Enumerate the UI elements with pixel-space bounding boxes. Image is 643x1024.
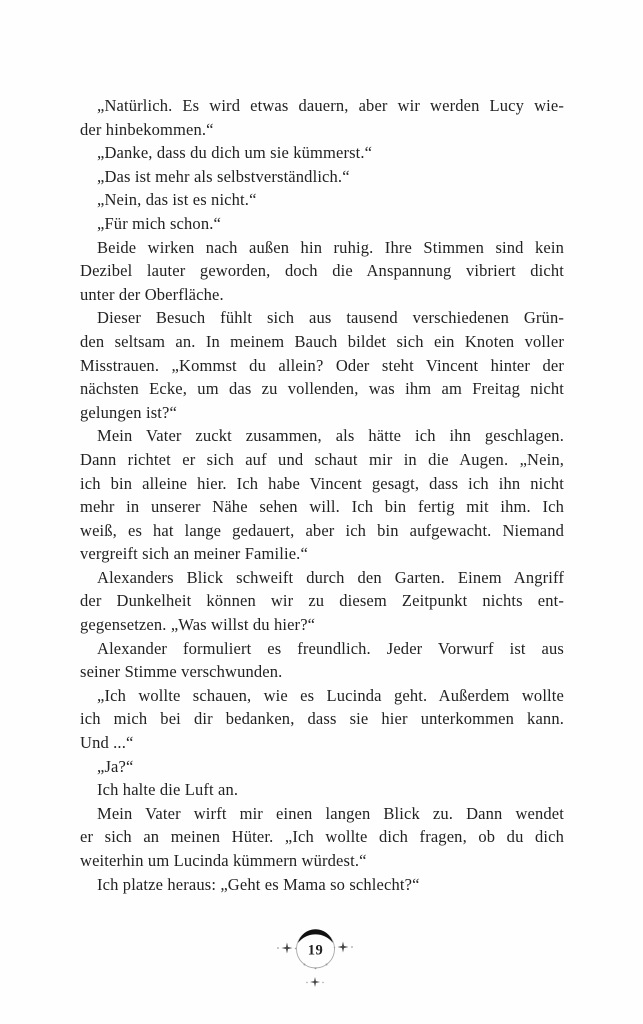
text-line: weiß, es hat lange gedauert, aber ich bin aufgewacht. Niemand [80, 520, 564, 540]
text-block [80, 94, 564, 896]
text-line: nächsten Ecke, um das zu vollenden, was ihm am Freitag nicht [80, 379, 564, 399]
text-line: Und ...“ [80, 733, 134, 753]
text-line: Dieser Besuch fühlt sich aus tausend verschiedenen Grün- [97, 308, 564, 328]
text-line: ich mich bei dir bedanken, dass sie hier unterkommen kann. [80, 709, 564, 729]
text-line: „Natürlich. Es wird etwas dauern, aber wir werden Lucy wie- [97, 96, 564, 115]
text-line: Mein Vater wirft mir einen langen Blick zu. Dann wendet [97, 803, 564, 823]
text-line: vergreift sich an meiner Familie.“ [80, 544, 308, 564]
text-line: der hinbekommen.“ [80, 119, 214, 139]
page-number: 19 [307, 942, 324, 959]
text-line: gegensetzen. „Was willst du hier?“ [80, 615, 316, 635]
text-line: Alexander formuliert es freundlich. Jeder Vorwurf ist aus [97, 638, 564, 658]
sparkle-icon [306, 977, 323, 987]
text-line: Misstrauen. „Kommst du allein? Oder steht Vincent hinter der [80, 355, 564, 375]
text-line: Dann richtet er sich auf und schaut mir in die Augen. „Nein, [80, 449, 564, 469]
text-line: Alexanders Blick schweift durch den Garten. Einem Angriff [97, 567, 564, 587]
text-line: den seltsam an. In meinem Bauch bildet sich ein Knoten voller [80, 331, 564, 351]
text-line: Beide wirken nach außen hin ruhig. Ihre Stimmen sind kein [97, 237, 564, 257]
text-line: weiterhin um Lucinda kümmern würdest.“ [80, 851, 367, 870]
page-footer-ornament [255, 915, 377, 1007]
text-line: „Ich wollte schauen, wie es Lucinda geht. Außerdem wollte [97, 685, 564, 705]
crescent-moon-icon [298, 929, 333, 943]
text-line: „Für mich schon.“ [97, 213, 221, 233]
text-line: Dezibel lauter geworden, doch die Anspannung vibriert dicht [80, 261, 564, 281]
text-line: ich bin alleine hier. Ich habe Vincent gesagt, dass ich ihn nicht [80, 473, 564, 493]
text-line: „Ja?“ [97, 756, 134, 776]
text-line: „Nein, das ist es nicht.“ [97, 190, 257, 210]
text-line: unter der Oberfläche. [80, 284, 224, 304]
sparkle-icon [334, 942, 353, 953]
text-line: „Danke, dass du dich um sie kümmerst.“ [97, 143, 373, 163]
text-line: seiner Stimme verschwunden. [80, 662, 283, 682]
text-line: „Das ist mehr als selbstverständlich.“ [97, 166, 350, 186]
text-line: mehr in unserer Nähe sehen will. Ich bin fertig mit ihm. Ich [80, 497, 564, 517]
text-line: er sich an meinen Hüter. „Ich wollte dich fragen, ob du dich [80, 827, 564, 847]
text-line: der Dunkelheit können wir zu diesem Zeitpunkt nichts ent- [80, 591, 564, 611]
sparkle-icon [277, 943, 296, 954]
text-line: Mein Vater zuckt zusammen, als hätte ich ihn geschlagen. [97, 426, 564, 446]
text-line: Ich platze heraus: „Geht es Mama so schlecht?“ [97, 874, 420, 894]
text-line: gelungen ist?“ [80, 402, 177, 422]
text-line: Ich halte die Luft an. [97, 780, 239, 800]
